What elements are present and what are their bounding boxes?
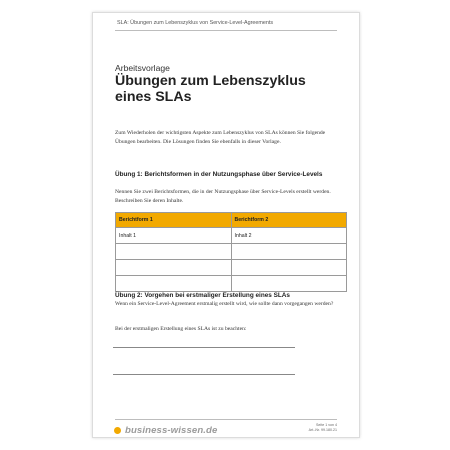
table-row: [116, 260, 347, 276]
exercise-2-note: Bei der erstmaligen Erstellung eines SLAs ist zu beachten:: [115, 326, 247, 332]
exercise-1-text: Nennen Sie zwei Berichtsformen, die in der Nutzungsphase über Service-Levels erstellt werden. Beschreiben Sie deren Inhalte.: [115, 189, 331, 205]
table-cell[interactable]: [231, 244, 347, 260]
table-row: [116, 244, 347, 260]
logo-text: business-wissen.de: [125, 425, 218, 436]
table-cell[interactable]: Inhalt 1: [116, 228, 232, 244]
intro-paragraph: Zum Wiederholen der wichtigsten Aspekte zum Lebenszyklus von SLAs können Sie folgende Übungen bearbeiten. Die Lösungen finden Sie ebenfalls in dieser Vorlage.: [115, 130, 326, 146]
footer-divider: [115, 419, 337, 420]
table-cell[interactable]: [231, 260, 347, 276]
table-cell[interactable]: [116, 276, 232, 292]
document-page: [92, 12, 360, 438]
document-title: [115, 74, 306, 105]
article-number: Art.-Nr. 99.180.21: [308, 428, 337, 432]
page-meta: [309, 423, 337, 433]
answer-line[interactable]: [113, 374, 295, 375]
table-row: [116, 228, 347, 244]
table-header-row: [116, 213, 347, 228]
running-header: SLA: Übungen zum Lebenszyklus von Service-Level-Agreements: [117, 20, 274, 26]
table-cell[interactable]: Inhalt 2: [231, 228, 347, 244]
page-number: Seite 1 von 4: [316, 423, 337, 427]
document-subtitle: Arbeitsvorlage: [115, 63, 170, 73]
logo-dot-icon: [114, 427, 121, 434]
exercise-2-heading: Übung 2: Vorgehen bei erstmaliger Erstellung eines SLAs: [115, 292, 290, 299]
brand-logo: [114, 425, 217, 436]
document-title-line-2: eines SLAs: [115, 88, 192, 105]
report-forms-table: [115, 212, 347, 292]
table-header-cell: Berichtform 1: [116, 213, 232, 228]
exercise-1-heading: Übung 1: Berichtsformen in der Nutzungsphase über Service-Levels: [115, 171, 323, 178]
table-row: [116, 276, 347, 292]
exercise-2-text: Wenn ein Service-Level-Agreement erstmalig erstellt wird, wie sollte dann vorgegangen werden?: [115, 301, 334, 307]
table-cell[interactable]: [116, 244, 232, 260]
table-cell[interactable]: [231, 276, 347, 292]
table-cell[interactable]: [116, 260, 232, 276]
document-title-line-1: Übungen zum Lebenszyklus: [115, 73, 306, 89]
answer-line[interactable]: [113, 347, 295, 348]
table-header-cell: Berichtform 2: [231, 213, 347, 228]
header-divider: [115, 30, 337, 31]
